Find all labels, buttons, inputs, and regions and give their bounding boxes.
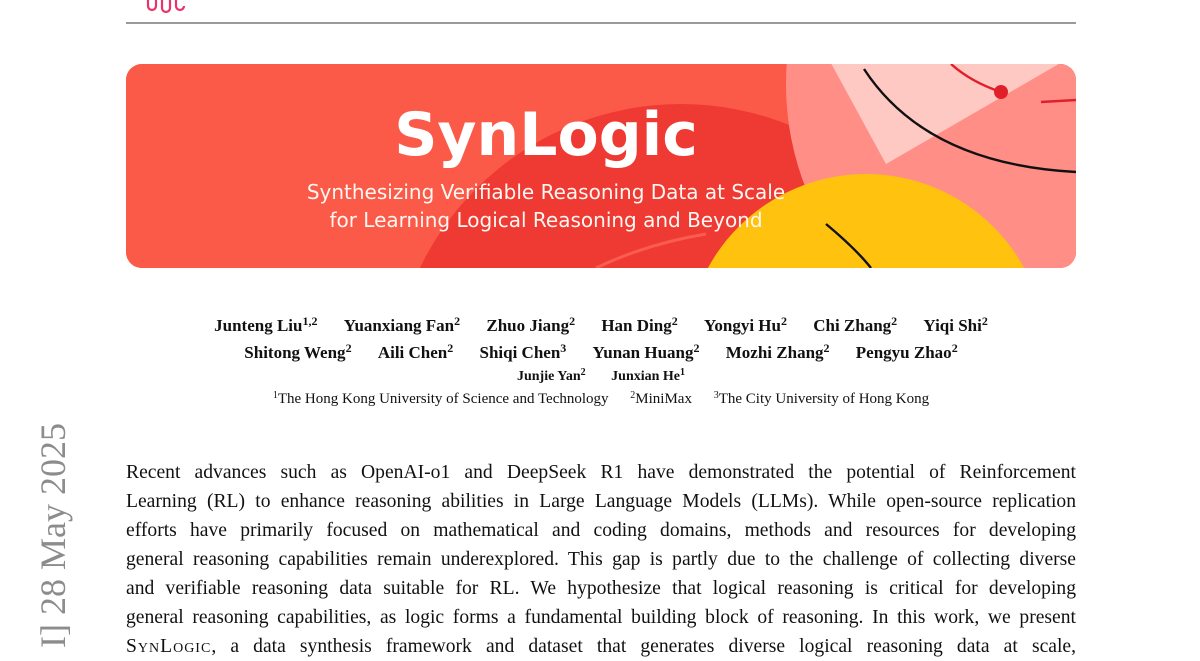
author: Shiqi Chen$^3$ [479,341,567,362]
author-list-row1 [126,316,1076,336]
abstract-line: general reasoning capabilities, as logic forms a fundamental building block of reasoning. In this work, we present [126,607,1076,628]
abstract-line: SynLogic, a data synthesis framework and dataset that generates diverse logical reasoning data at scale, [126,636,1076,657]
author: Junjie Yan$^2$ [516,367,586,384]
banner-title: SynLogic [394,100,698,170]
arxiv-side-stamp [30,390,74,648]
abstract-line: general reasoning capabilities remain underexplored. This gap is partly due to the challenge of collecting diverse [126,549,1076,570]
abstract-line: efforts have primarily focused on mathematical and coding domains, methods and resources for developing [126,520,1076,541]
header-rule [126,22,1076,24]
author: Yuanxiang Fan$^2$ [343,314,461,335]
author: Chi Zhang$^2$ [813,314,898,335]
author: Yongyi Hu$^2$ [703,314,787,335]
author: Yiqi Shi$^2$ [923,314,988,335]
affiliation: $^3$The City University of Hong Kong [713,390,930,407]
author: Shitong Weng$^2$ [244,341,352,362]
abstract-line: and verifiable reasoning data suitable for RL. We hypothesize that logical reasoning is critical for developing [126,578,1076,599]
affiliation: $^1$The Hong Kong University of Science and Technology [272,390,609,407]
banner-subtitle-line2: for Learning Logical Reasoning and Beyond [329,208,763,232]
author: Junxian He$^1$ [611,367,686,384]
author: Junteng Liu$^{1,2}$ [214,314,318,335]
abstract-line: Learning (RL) to enhance reasoning abilities in Large Language Models (LLMs). While open-source replication [126,491,1076,512]
abstract-line: Recent advances such as OpenAI-o1 and DeepSeek R1 have demonstrated the potential of Reinforcement [126,462,1076,483]
title-banner [126,64,1076,268]
affiliations [126,391,1076,408]
logo-fragment-icon [140,0,200,16]
synlogic-name: SynLogic [126,636,212,657]
author: Zhuo Jiang$^2$ [486,314,576,335]
author-list-row3 [126,369,1076,385]
arxiv-date: I] 28 May 2025 [33,423,73,648]
affiliation: $^2$MiniMax [630,390,692,407]
author: Han Ding$^2$ [601,314,678,335]
abstract [126,458,1076,661]
banner-subtitle-line1: Synthesizing Verifiable Reasoning Data at Scale [306,180,786,204]
author: Mozhi Zhang$^2$ [725,341,830,362]
author: Pengyu Zhao$^2$ [855,341,958,362]
author: Aili Chen$^2$ [377,341,454,362]
author: Yunan Huang$^2$ [592,341,700,362]
author-list-row2 [126,343,1076,363]
